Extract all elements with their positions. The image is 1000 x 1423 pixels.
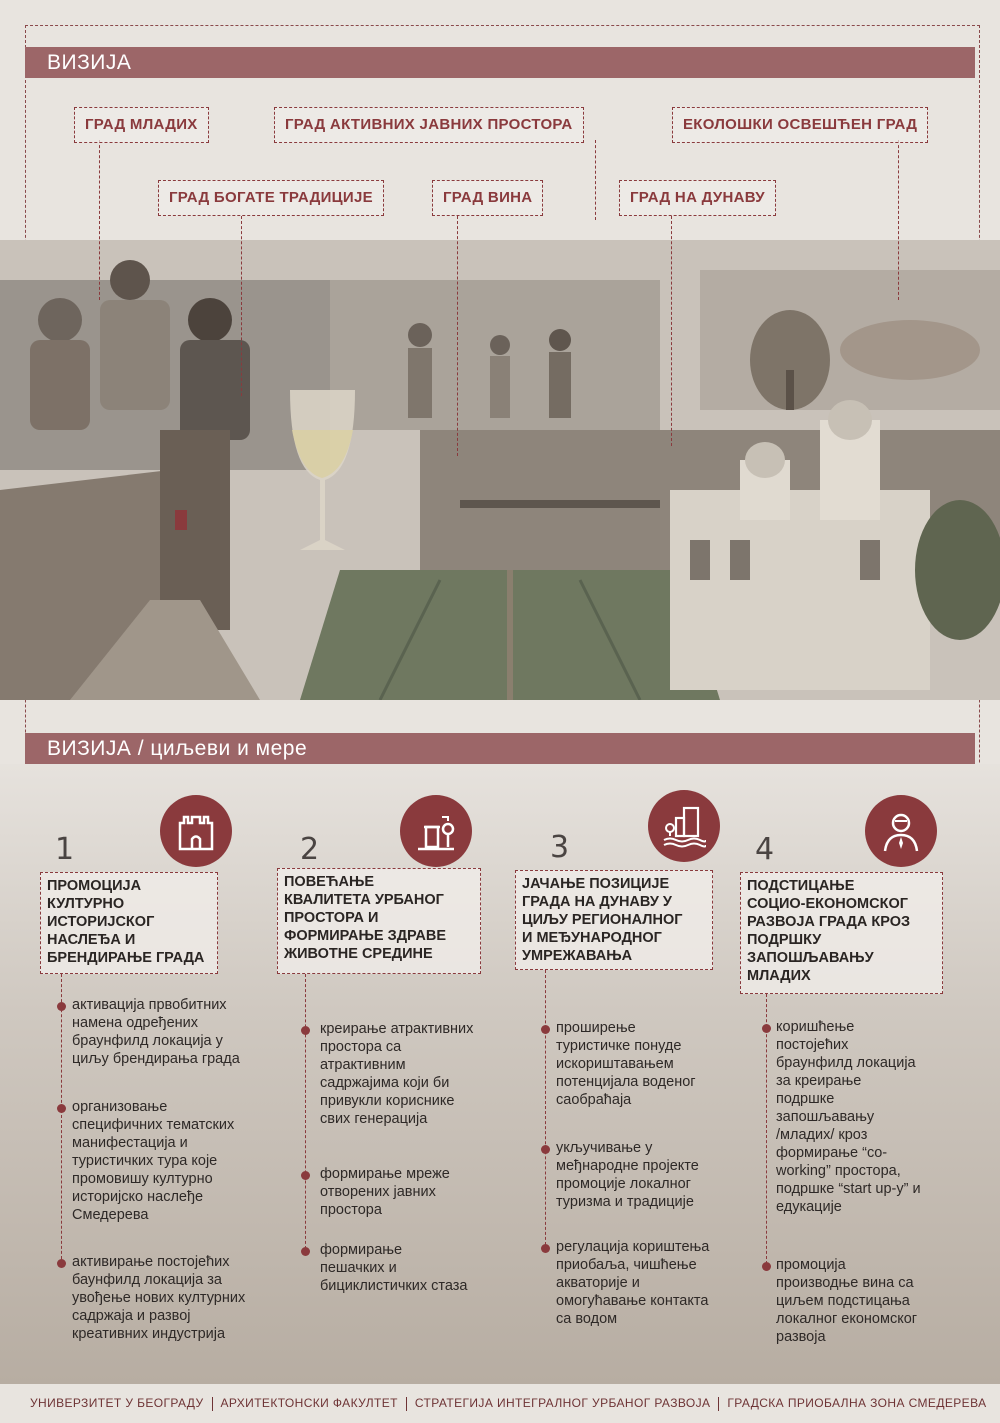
measure-bullet bbox=[762, 1262, 771, 1271]
goals-title: ВИЗИЈА / циљеви и мере bbox=[47, 737, 308, 760]
goal-number: 4 bbox=[755, 832, 775, 867]
measure-text: промоција производње вина са циљем подстицања локалног економског развоја bbox=[776, 1257, 918, 1345]
tag-connector-line bbox=[595, 140, 596, 220]
tag-connector-line bbox=[241, 216, 242, 396]
waterfront-city-icon bbox=[662, 804, 706, 848]
tag-connector-line bbox=[671, 216, 672, 446]
measure-text: формирање мреже отворених јавних простора bbox=[320, 1166, 450, 1218]
measure-connector-line bbox=[61, 974, 62, 1264]
footer-zone: ГРАДСКА ПРИОБАЛНА ЗОНА СМЕДЕРЕВА bbox=[727, 1396, 987, 1410]
goal-title-box bbox=[277, 868, 481, 974]
footer-university: УНИВЕРЗИТЕТ У БЕОГРАДУ bbox=[30, 1396, 204, 1410]
measure-text: проширење туристичке понуде искориштавањем потенцијала воденог саобраћаја bbox=[556, 1020, 696, 1108]
measure-text: организовање специфичних тематских манифестација и туристичких тура које промовишу културно историјско наслеђе Смедерева bbox=[72, 1099, 235, 1223]
tag-connector-line bbox=[99, 140, 100, 300]
vision-tag-young-city: ГРАД МЛАДИХ bbox=[74, 107, 209, 143]
vision-title-bar bbox=[25, 47, 975, 78]
measure-text: укључивање у међнародне пројекте промоције локалног туризма и традиције bbox=[556, 1140, 699, 1210]
footer-separator bbox=[212, 1397, 213, 1411]
vision-tag-wine: ГРАД ВИНА bbox=[432, 180, 543, 216]
footer-faculty: АРХИТЕКТОНСКИ ФАКУЛТЕТ bbox=[220, 1396, 398, 1410]
measure-text: коришћење постојећих браунфилд локација за креирање подршке запошљавању /младих/ кроз формирање “co- working” простора, подршке “start up-у” и едукације bbox=[776, 1019, 921, 1215]
measure-bullet bbox=[541, 1025, 550, 1034]
goals-title-bar bbox=[25, 733, 975, 764]
vision-photo-collage bbox=[0, 240, 1000, 700]
footer-strategy: СТРАТЕГИЈА ИНТЕГРАЛНОГ УРБАНОГ РАЗВОЈА bbox=[414, 1396, 711, 1410]
goal-title-box bbox=[40, 872, 218, 974]
measure-bullet bbox=[301, 1171, 310, 1180]
measure-bullet bbox=[57, 1002, 66, 1011]
goal-icon-circle bbox=[865, 795, 937, 867]
goal-title: ПОДСТИЦАЊЕ СОЦИО-ЕКОНОМСКОГ РАЗВОЈА ГРАДА КРОЗ ПОДРШКУ ЗАПОШЉАВАЊУ МЛАДИХ bbox=[747, 878, 911, 984]
measure-connector-line bbox=[766, 994, 767, 1264]
footer-separator bbox=[406, 1397, 407, 1411]
goal-title: ПРОМОЦИЈА КУЛТУРНО ИСТОРИЈСКОГ НАСЛЕЂА И БРЕНДИРАЊЕ ГРАДА bbox=[47, 878, 205, 966]
footer-separator bbox=[718, 1397, 719, 1411]
measure-text: формирање пешачких и бициклистичких стаза bbox=[320, 1242, 468, 1294]
measure-bullet bbox=[541, 1145, 550, 1154]
businessman-icon bbox=[879, 809, 923, 853]
measure-text: активирање постојећих баунфилд локација за увођење нових културних садржаја и развој креативних индустрија bbox=[72, 1254, 246, 1342]
urban-space-icon bbox=[414, 809, 458, 853]
tag-connector-line bbox=[457, 216, 458, 456]
goal-number: 2 bbox=[300, 832, 320, 867]
tag-connector-line bbox=[898, 140, 899, 300]
measure-connector-line bbox=[305, 974, 306, 1254]
measure-bullet bbox=[57, 1104, 66, 1113]
goal-title: ЈАЧАЊЕ ПОЗИЦИЈЕ ГРАДА НА ДУНАВУ У ЦИЉУ РЕГИОНАЛНОГ И МЕЂУНАРОДНОГ УМРЕЖАВАЊА bbox=[522, 876, 683, 964]
goal-icon-circle bbox=[400, 795, 472, 867]
goal-icon-circle bbox=[648, 790, 720, 862]
collage-illustration bbox=[0, 240, 1000, 700]
vision-tag-active-spaces: ГРАД АКТИВНИХ ЈАВНИХ ПРОСТОРА bbox=[274, 107, 584, 143]
goal-number: 3 bbox=[550, 830, 570, 865]
measure-bullet bbox=[57, 1259, 66, 1268]
measure-text: регулација кориштења приобаља, чишћење акваторије и омогућавање контакта са водом bbox=[556, 1239, 710, 1327]
vision-title: ВИЗИЈА bbox=[47, 51, 132, 74]
measure-bullet bbox=[762, 1024, 771, 1033]
goal-number: 1 bbox=[55, 832, 75, 867]
measure-text: активација првобитних намена одређених браунфилд локација у циљу брендирања града bbox=[72, 997, 240, 1067]
measure-bullet bbox=[541, 1244, 550, 1253]
measure-bullet bbox=[301, 1026, 310, 1035]
measure-connector-line bbox=[545, 970, 546, 1250]
measure-text: креирање атрактивних простора са атрактивним садржајима који би привукли кориснике свих генерација bbox=[320, 1021, 474, 1127]
goal-title: ПОВЕЋАЊЕ КВАЛИТЕТА УРБАНОГ ПРОСТОРА И ФОРМИРАЊЕ ЗДРАВЕ ЖИВОТНЕ СРЕДИНЕ bbox=[284, 874, 447, 962]
vision-tag-eco-city: ЕКОЛОШКИ ОСВЕШЋЕН ГРАД bbox=[672, 107, 928, 143]
vision-tag-tradition: ГРАД БОГАТЕ ТРАДИЦИЈЕ bbox=[158, 180, 384, 216]
fortress-icon bbox=[174, 809, 218, 853]
footer bbox=[30, 1392, 987, 1414]
measure-bullet bbox=[301, 1247, 310, 1256]
goal-title-box bbox=[515, 870, 713, 970]
goal-title-box bbox=[740, 872, 943, 994]
vision-tag-danube: ГРАД НА ДУНАВУ bbox=[619, 180, 776, 216]
goal-icon-circle bbox=[160, 795, 232, 867]
